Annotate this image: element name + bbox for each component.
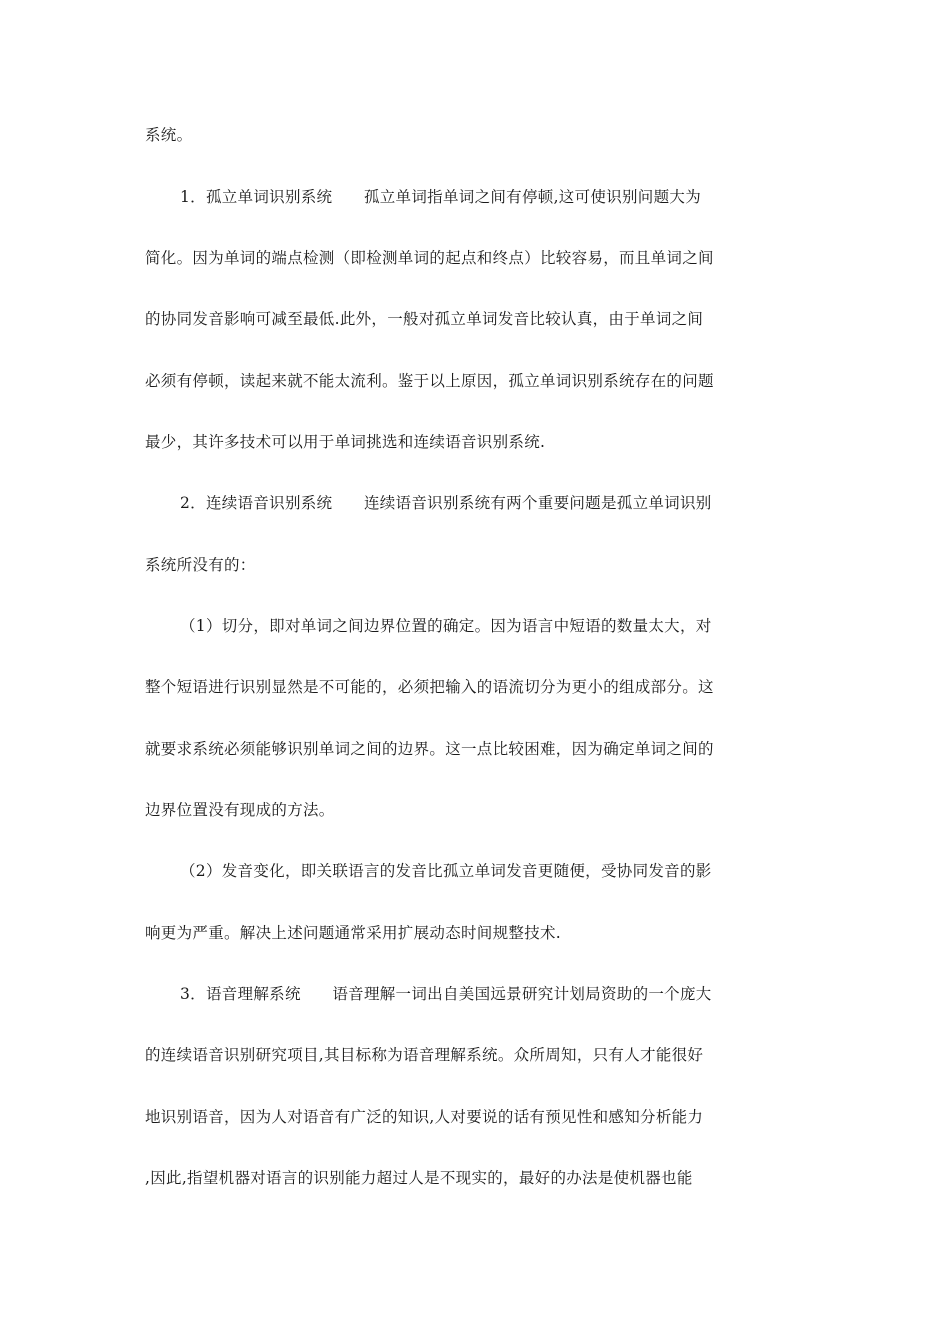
text-line: 地识别语音，因为人对语音有广泛的知识,人对要说的话有预见性和感知分析能力 (145, 1108, 704, 1126)
text-line: 响更为严重。解决上述问题通常采用扩展动态时间规整技术. (145, 924, 562, 942)
text-line: 就要求系统必须能够识别单词之间的边界。这一点比较困难，因为确定单词之间的 (145, 740, 714, 758)
section-heading-line: 1．孤立单词识别系统 孤立单词指单词之间有停顿,这可使识别问题大为 (180, 188, 701, 206)
text-line: 系统。 (145, 126, 193, 144)
list-item-line: （2）发音变化，即关联语言的发音比孤立单词发音更随便，受协同发音的影 (180, 862, 712, 880)
section-heading-line: 3．语音理解系统 语音理解一词出自美国远景研究计划局资助的一个庞大 (180, 985, 712, 1003)
text-line: 的连续语音识别研究项目,其目标称为语音理解系统。众所周知，只有人才能很好 (145, 1046, 704, 1064)
text-line: 系统所没有的： (145, 556, 256, 574)
text-line: 最少，其许多技术可以用于单词挑选和连续语音识别系统. (145, 433, 546, 451)
text-line: 简化。因为单词的端点检测（即检测单词的起点和终点）比较容易，而且单词之间 (145, 249, 714, 267)
text-line: 必须有停顿，读起来就不能太流利。鉴于以上原因，孤立单词识别系统存在的问题 (145, 372, 714, 390)
text-line: 边界位置没有现成的方法。 (145, 801, 335, 819)
text-line: 的协同发音影响可减至最低.此外，一般对孤立单词发音比较认真，由于单词之间 (145, 310, 704, 328)
list-item-line: （1）切分，即对单词之间边界位置的确定。因为语言中短语的数量太大，对 (180, 617, 712, 635)
text-line: 整个短语进行识别显然是不可能的，必须把输入的语流切分为更小的组成部分。这 (145, 678, 714, 696)
text-line: ,因此,指望机器对语言的识别能力超过人是不现实的，最好的办法是使机器也能 (145, 1169, 693, 1187)
section-heading-line: 2．连续语音识别系统 连续语音识别系统有两个重要问题是孤立单词识别 (180, 494, 712, 512)
